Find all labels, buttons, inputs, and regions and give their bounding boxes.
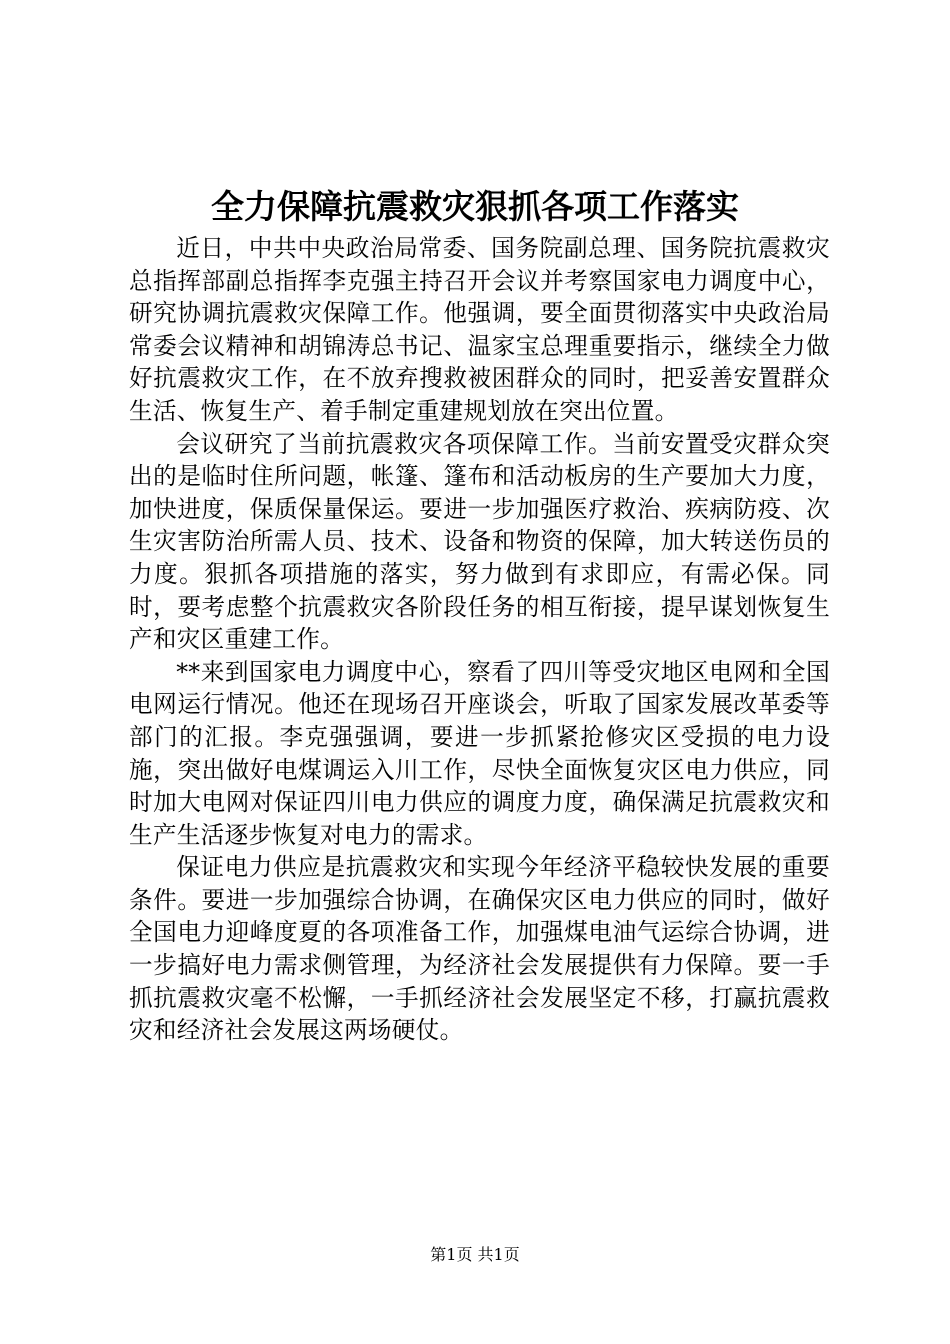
document-body <box>129 232 830 1047</box>
page-footer <box>0 1244 950 1266</box>
paragraph-3: **来到国家电力调度中心，察看了四川等受灾地区电网和全国电网运行情况。他还在现场召开座谈会，听取了国家发展改革委等部门的汇报。李克强强调，要进一步抓紧抢修灾区受损的电力设施，突出做好电煤调运入川工作，尽快全面恢复灾区电力供应，同时加大电网对保证四川电力供应的调度力度，确保满足抗震救灾和生产生活逐步恢复对电力的需求。 <box>129 657 830 849</box>
page-number-current: 第1页 <box>430 1245 473 1264</box>
paragraph-4: 保证电力供应是抗震救灾和实现今年经济平稳较快发展的重要条件。要进一步加强综合协调，在确保灾区电力供应的同时，做好全国电力迎峰度夏的各项准备工作，加强煤电油气运综合协调，进一步搞好电力需求侧管理，为经济社会发展提供有力保障。要一手抓抗震救灾毫不松懈，一手抓经济社会发展坚定不移，打赢抗震救灾和经济社会发展这两场硬仗。 <box>129 853 830 1045</box>
page-number-total: 共1页 <box>477 1245 520 1264</box>
paragraph-2: 会议研究了当前抗震救灾各项保障工作。当前安置受灾群众突出的是临时住所问题，帐篷、篷布和活动板房的生产要加大力度，加快进度，保质保量保运。要进一步加强医疗救治、疾病防疫、次生灾害防治所需人员、技术、设备和物资的保障，加大转送伤员的力度。狠抓各项措施的落实，努力做到有求即应，有需必保。同时，要考虑整个抗震救灾各阶段任务的相互衔接，提早谋划恢复生产和灾区重建工作。 <box>129 429 830 654</box>
paragraph-1: 近日，中共中央政治局常委、国务院副总理、国务院抗震救灾总指挥部副总指挥李克强主持召开会议并考察国家电力调度中心，研究协调抗震救灾保障工作。他强调，要全面贯彻落实中央政治局常委会议精神和胡锦涛总书记、温家宝总理重要指示，继续全力做好抗震救灾工作，在不放弃搜救被困群众的同时，把妥善安置群众生活、恢复生产、着手制定重建规划放在突出位置。 <box>129 234 830 425</box>
document-title: 全力保障抗震救灾狠抓各项工作落实 <box>211 187 739 226</box>
